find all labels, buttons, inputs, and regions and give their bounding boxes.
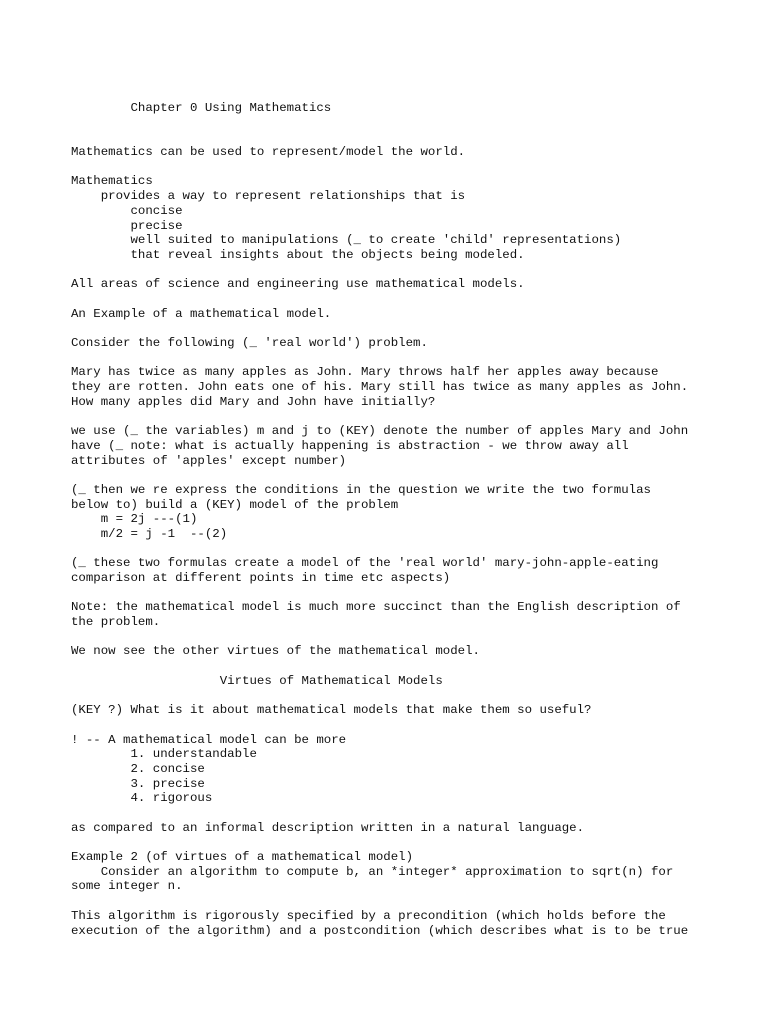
text-line: Note: the mathematical model is much more succinct than the English description of bbox=[71, 600, 681, 615]
blank-line bbox=[71, 689, 761, 704]
text-line: Mary has twice as many apples as John. Mary throws half her apples away because bbox=[71, 365, 659, 380]
text-line: they are rotten. John eats one of his. Mary still has twice as many apples as John. bbox=[71, 380, 689, 395]
text-line: 1. understandable bbox=[71, 747, 257, 762]
text-line: below to) build a (KEY) model of the problem bbox=[71, 497, 399, 512]
text-line: concise bbox=[71, 203, 183, 218]
text-line: Consider an algorithm to compute b, an *integer* approximation to sqrt(n) for bbox=[71, 864, 674, 879]
text-line: ! -- A mathematical model can be more bbox=[71, 732, 347, 747]
text-line: How many apples did Mary and John have initially? bbox=[71, 394, 436, 409]
blank-line bbox=[71, 130, 761, 145]
blank-line bbox=[71, 835, 761, 850]
text-line: This algorithm is rigorously specified by a precondition (which holds before the bbox=[71, 908, 666, 923]
text-line: We now see the other virtues of the mathematical model. bbox=[71, 644, 480, 659]
text-line: 3. precise bbox=[71, 776, 205, 791]
blank-line bbox=[71, 630, 761, 645]
text-line: 2. concise bbox=[71, 761, 205, 776]
text-line: m/2 = j -1 --(2) bbox=[71, 526, 228, 541]
text-line: comparison at different points in time etc aspects) bbox=[71, 571, 451, 585]
text-line: 4. rigorous bbox=[71, 791, 213, 806]
blank-line bbox=[71, 806, 761, 821]
text-line: the problem. bbox=[71, 615, 161, 630]
blank-line bbox=[71, 718, 761, 733]
text-line: precise bbox=[71, 218, 183, 233]
blank-line bbox=[71, 659, 761, 674]
text-line: well suited to manipulations (_ to create 'child' representations) bbox=[71, 233, 622, 248]
blank-line bbox=[71, 116, 761, 131]
text-line: attributes of 'apples' except number) bbox=[71, 453, 347, 468]
blank-line bbox=[71, 263, 761, 278]
blank-line bbox=[71, 586, 761, 601]
text-line: that reveal insights about the objects being modeled. bbox=[71, 247, 525, 262]
text-line: execution of the algorithm) and a postcondition (which describes what is to be true bbox=[71, 923, 689, 938]
text-line: have (_ note: what is actually happening is abstraction - we throw away all bbox=[71, 438, 629, 453]
text-line: All areas of science and engineering use mathematical models. bbox=[71, 277, 525, 292]
blank-line bbox=[71, 894, 761, 909]
text-line: some integer n. bbox=[71, 879, 183, 894]
chapter-title: Chapter 0 Using Mathematics bbox=[71, 101, 332, 115]
text-line: Mathematics bbox=[71, 174, 153, 189]
text-line: (KEY ?) What is it about mathematical models that make them so useful? bbox=[71, 703, 592, 718]
document-text bbox=[71, 101, 761, 938]
section-heading: Virtues of Mathematical Models bbox=[71, 673, 443, 688]
blank-line bbox=[71, 468, 761, 483]
text-line: we use (_ the variables) m and j to (KEY) denote the number of apples Mary and John bbox=[71, 424, 689, 439]
text-line: Example 2 (of virtues of a mathematical model) bbox=[71, 850, 414, 865]
blank-line bbox=[71, 542, 761, 557]
text-line: as compared to an informal description written in a natural language. bbox=[71, 820, 585, 835]
text-line: (_ then we re express the conditions in the question we write the two formulas bbox=[71, 482, 651, 497]
text-line: An Example of a mathematical model. bbox=[71, 306, 332, 321]
text-line: (_ these two formulas create a model of the 'real world' mary-john-apple-eating bbox=[71, 556, 659, 571]
text-line: m = 2j ---(1) bbox=[71, 512, 198, 527]
text-line: Consider the following (_ 'real world') problem. bbox=[71, 336, 428, 350]
text-line: Mathematics can be used to represent/model the world. bbox=[71, 145, 466, 160]
blank-line bbox=[71, 160, 761, 175]
blank-line bbox=[71, 321, 761, 336]
blank-line bbox=[71, 351, 761, 366]
blank-line bbox=[71, 409, 761, 424]
blank-line bbox=[71, 292, 761, 307]
text-line: provides a way to represent relationships that is bbox=[71, 189, 466, 204]
